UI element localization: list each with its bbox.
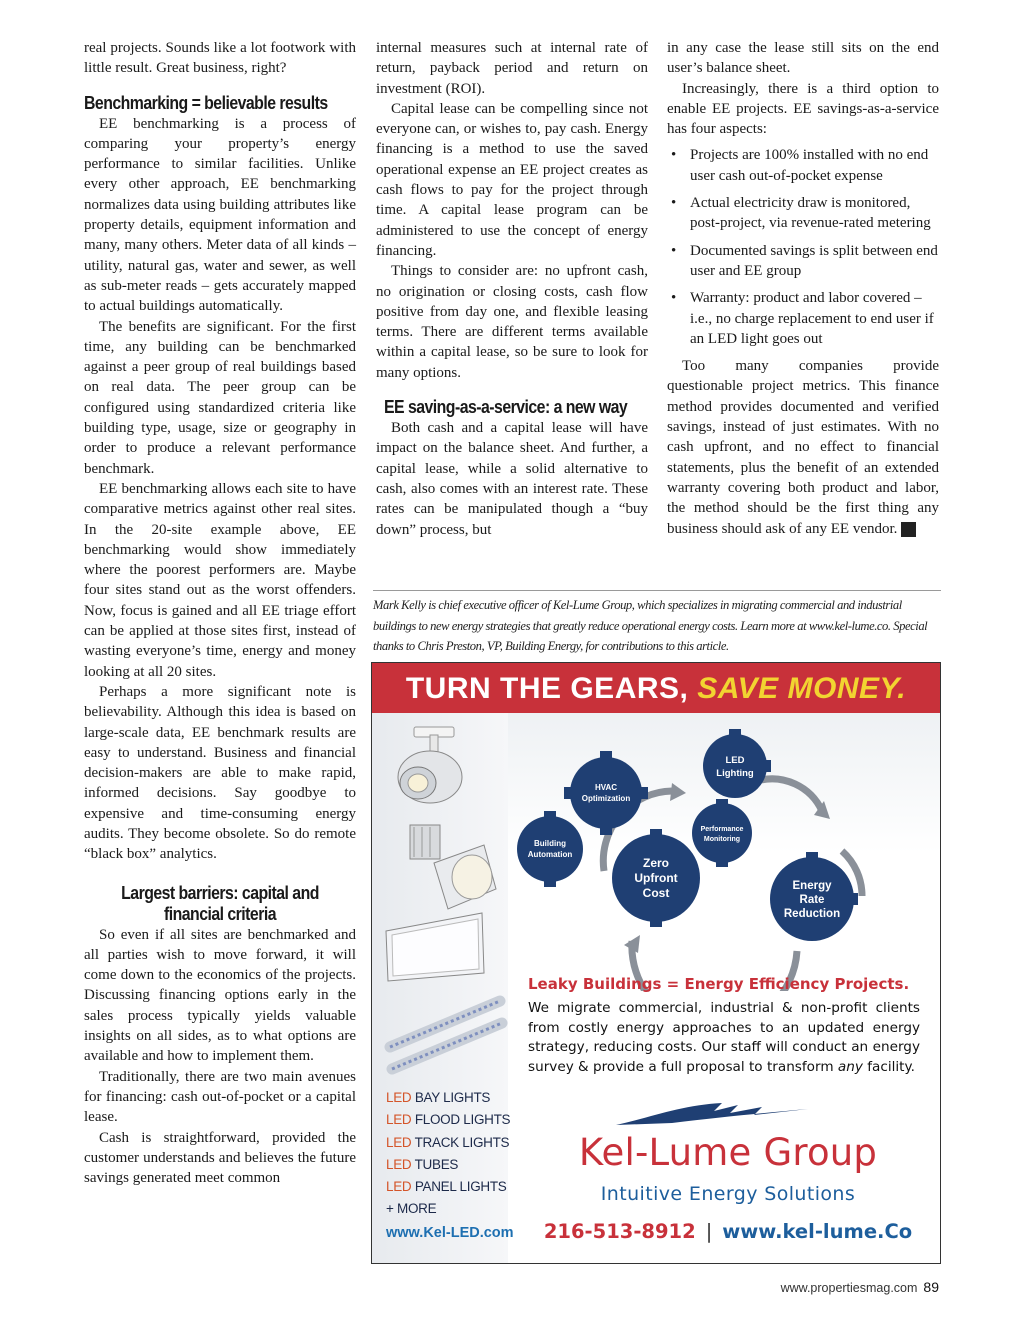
track-light-icon [398, 727, 462, 803]
separator: | [705, 1220, 713, 1243]
arrow-icon [670, 783, 686, 801]
paragraph: So even if all sites are benchmarked and all parties wish to move forward, it will come down to the economics of the projects. Discussing financing options early in the sales process typically yields valuable insights on all sides, as to what options are available and how to implement them. [84, 926, 356, 1065]
end-mark-icon: P [901, 522, 916, 537]
list-item: LED BAY LIGHTS [386, 1090, 491, 1105]
advertisement [371, 662, 941, 1264]
gear-performance [692, 803, 752, 863]
ad-body-text: We migrate commercial, industrial & non-profit clients from costly energy approaches to an updated energy strategy, reducing costs. Our staff will conduct an energy survey & provide a full proposal to transform [528, 1000, 920, 1075]
author-byline: Mark Kelly is chief executive officer of Kel-Lume Group, which specializes in migrating commercial and industrial buildings to new energy strategies that greatly reduce operational energy costs. Learn more at www.kel-lume.co. Special thanks to Chris Preston, VP, Building Energy, for contributions to this article. [373, 590, 941, 657]
gear-label-performance: Performance Monitoring [700, 826, 744, 843]
list-item: LED FLOOD LIGHTS [386, 1112, 511, 1128]
paragraph: EE benchmarking allows each site to have comparative metrics against other real sites. In the 20-site example above, EE benchmarking would show immediately where the poorest performers are. Maybe four sites stand out as the worst offenders. Now, focus is gained and all EE triage effort can be applied at those sites first, instead of wasting everyone’s time, energy and money looking at all 20 sites. [84, 480, 356, 680]
list-item: LED PANEL LIGHTS [386, 1179, 507, 1195]
list-item: LED TRACK LIGHTS [386, 1134, 510, 1150]
paragraph: Cash is straightforward, provided the customer understands and believes the future savings generated meet common [84, 1129, 356, 1187]
gear-label-zero: Zero Upfront Cost [634, 856, 678, 900]
product-illustrations [372, 713, 508, 1083]
article-column-2 [376, 38, 648, 540]
paragraph: in any case the lease still sits on the end user’s balance sheet. [667, 40, 939, 77]
logo-swoosh-icon [612, 1097, 812, 1131]
ad-banner [372, 663, 940, 713]
list-item: + MORE [386, 1201, 437, 1217]
gear-label-energy: Energy Rate Reduction [783, 880, 841, 920]
paragraph: Capital lease can be compelling since not everyone can, or wishes to, pay cash. Energy financing is a method to use the saved operational expense an EE project creates as cash flows to pay for the project through time. A capital lease program can be administered to use the concept of energy financing. [376, 100, 648, 259]
gear-building [517, 816, 583, 882]
gear-hvac [570, 757, 642, 829]
contact-line [522, 1220, 934, 1243]
list-item: • Actual electricity draw is monitored, post-project, via revenue-rated metering [667, 193, 939, 234]
company-name: Kel-Lume Group [578, 1131, 878, 1174]
list-item: • Warranty: product and labor covered – i.e., no charge replacement to end user if an LED light goes out [667, 288, 939, 349]
paragraph: EE benchmarking is a process of comparing your property’s energy performance to similar facilities. Unlike every other approach, EE benchmarking normalizes data using building attributes like property details, equipment information and many, many others. Meter data of all kinds – utility, natural gas, water and sewer, as well as sub-meter reads – gets accurately mapped to actual buildings automatically. [84, 115, 356, 315]
paragraph: Things to consider are: no upfront cash, no origination or closing costs, cash flow positive from day one, and flexible leasing terms. There are different terms available within a capital lease, so be sure to look for many options. [376, 263, 648, 381]
list-item: • Projects are 100% installed with no end user cash out-of-pocket expense [667, 145, 939, 186]
paragraph: Perhaps a more significant note is believability. Although this idea is based on large-scale data, EE benchmark results are easy to understand. Business and financial decision-makers are able to make rapid, informed decisions. Say goodbye to expensive and time-consuming energy audits. They become obsolete. So do remote “black box” analytics. [84, 683, 356, 863]
paragraph: real projects. Sounds like a lot footwork with little result. Great business, right? [84, 40, 356, 77]
gear-label-led: LED Lighting [716, 755, 754, 779]
paragraph: Increasingly, there is a third option to enable EE projects. EE savings-as-a-service has four aspects: [667, 80, 939, 138]
paragraph [667, 356, 939, 539]
list-item: LED TUBES [386, 1156, 459, 1172]
gear-label-building: Building Automation [527, 839, 573, 859]
page-number: 89 [923, 1279, 939, 1295]
section-heading-savings-service: EE saving-as-a-service: a new way [384, 397, 628, 418]
article-column-3 [667, 38, 939, 539]
ad-body [528, 999, 920, 1077]
list-item: • Documented savings is split between end user and EE group [667, 241, 939, 282]
banner-text: TURN THE GEARS, [405, 672, 689, 705]
footer-site: www.propertiesmag.com [780, 1281, 918, 1295]
phone-number[interactable]: 216-513-8912 [543, 1220, 696, 1243]
panel-light-icon [386, 913, 484, 981]
paragraph: internal measures such at internal rate of return, payback period and return on investment (ROI). [376, 40, 648, 97]
led-tube-icon [390, 1001, 502, 1069]
website-link-led[interactable]: www.Kel-LED.com [386, 1225, 514, 1241]
paragraph: Both cash and a capital lease will have impact on the balance sheet. And further, a capital lease, while a solid alternative to cash, also comes with an interest rate. These rates can be manipulated though a “buy down” process, but [376, 420, 648, 538]
section-heading-benchmarking: Benchmarking = believable results [84, 92, 328, 113]
page-footer [781, 1279, 939, 1295]
paragraph: Traditionally, there are two main avenues for financing: cash out-of-pocket or a capital lease. [84, 1068, 356, 1126]
ad-body-text: facility. [867, 1058, 915, 1075]
section-heading-barriers: Largest barriers: capital and financial criteria [121, 882, 319, 924]
banner-highlight: SAVE MONEY. [697, 672, 907, 705]
gear-arc [757, 779, 822, 811]
gear-led [703, 734, 767, 798]
bullet-list [667, 145, 939, 349]
bay-light-icon [410, 825, 496, 909]
ad-body-emphasis: any [837, 1058, 863, 1075]
article-column-1 [84, 38, 356, 1188]
ad-headline: Leaky Buildings = Energy Efficiency Projects. [528, 975, 910, 993]
gear-label-hvac: HVAC Optimization [581, 783, 631, 803]
website-link[interactable]: www.kel-lume.Co [722, 1220, 913, 1243]
company-tagline: Intuitive Energy Solutions [600, 1183, 856, 1205]
product-list [386, 1087, 510, 1221]
gears-diagram [512, 721, 940, 991]
paragraph: The benefits are significant. For the first time, any building can be benchmarked against a peer group of real buildings based on real data. The peer group can be configured using standardized criteria like building type, usage, size or geography in order to produce a relevant performance benchmark. [84, 318, 356, 477]
paragraph-text: Too many companies provide questionable project metrics. This finance method provides documented and verified savings, instead of just estimates. With no cash upfront, and no effect to financial statements, plus the benefit of an extended warranty covering both product and labor, the method should be the first thing any business should ask of any EE vendor. [667, 358, 939, 537]
